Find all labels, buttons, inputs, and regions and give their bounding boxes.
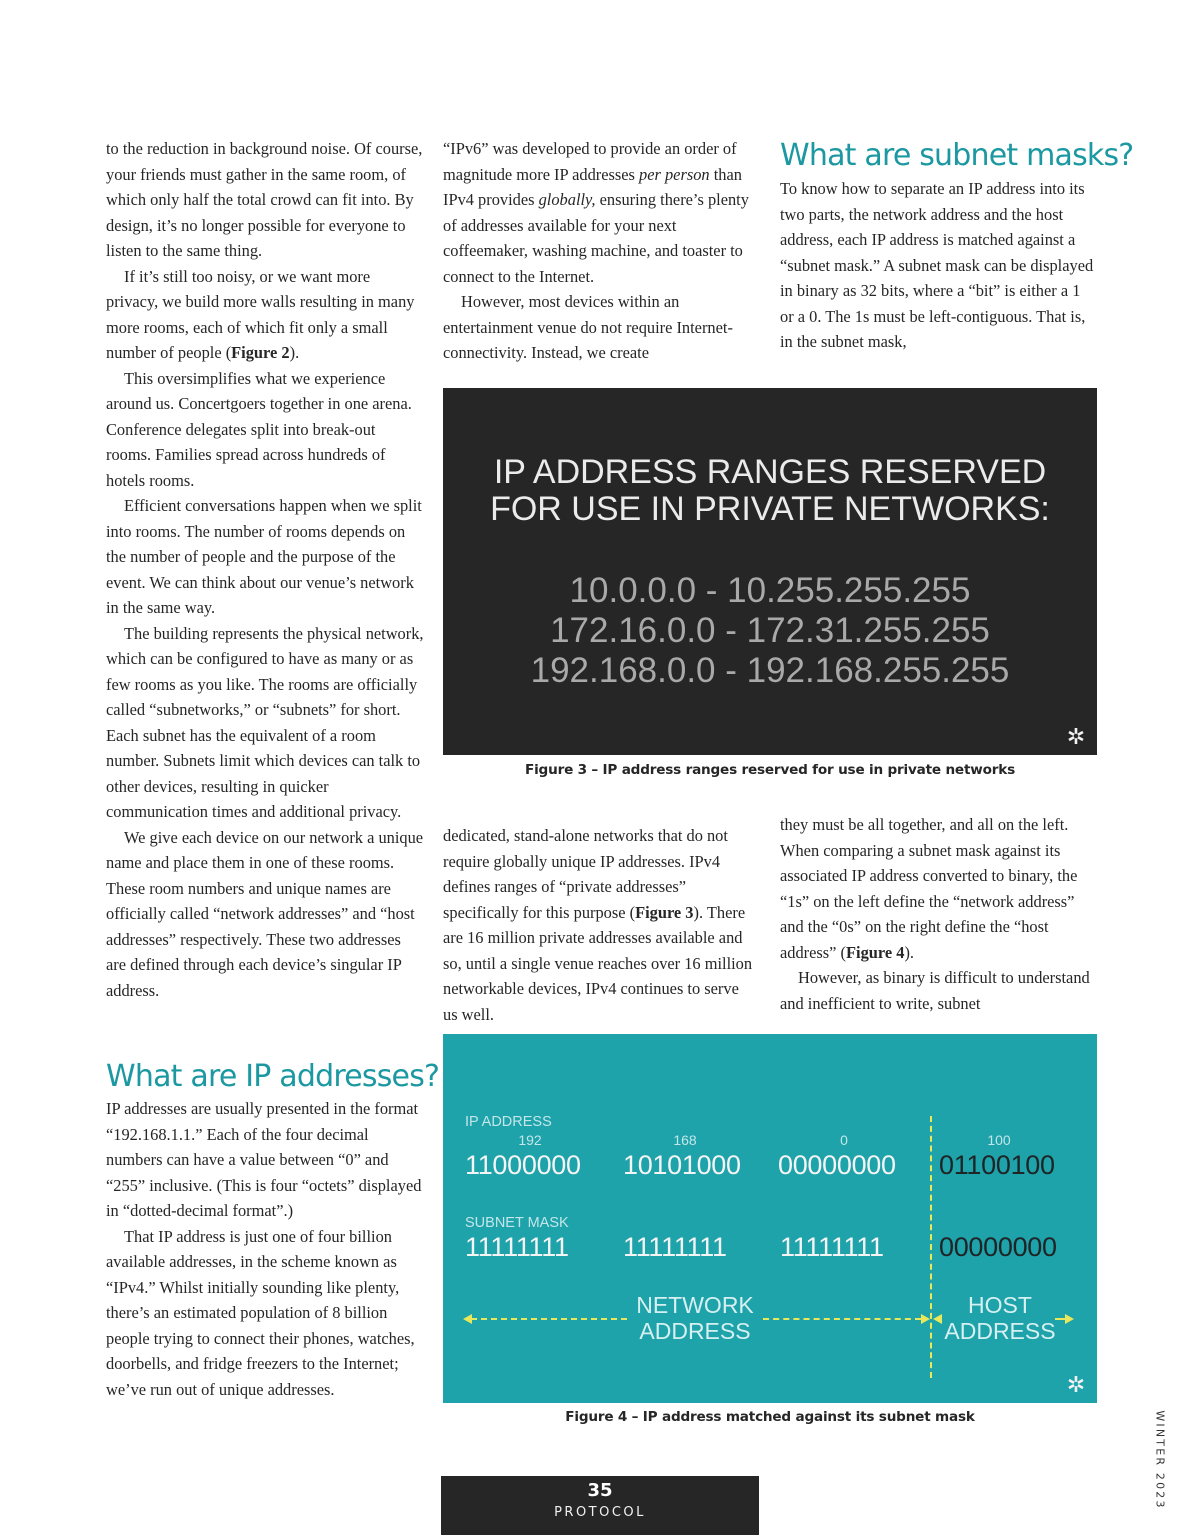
range-class-a: 10.0.0.0 - 10.255.255.255 (569, 571, 971, 610)
column-middle-bottom (443, 823, 757, 1027)
ip-octet-binary: 00000000 (778, 1150, 896, 1180)
issue-label: WINTER 2023 (1153, 1410, 1167, 1510)
range-class-b: 172.16.0.0 - 172.31.255.255 (550, 611, 990, 650)
octet-decimal: 100 (987, 1132, 1011, 1148)
heading-subnet-masks: What are subnet masks? (780, 138, 1134, 173)
arrowhead-right-icon (1065, 1314, 1074, 1324)
paragraph: That IP address is just one of four billion available addresses, in the scheme known as “IPv4.” Whilst initially sounding like plenty, there’s an estimated population of 8 billion people trying to connect their phones, watches, doorbells, and fridge freezers to the Internet; we’ve run out of unique addresses. (106, 1226, 415, 1399)
subnet-mask-label: SUBNET MASK (465, 1215, 569, 1231)
arrowhead-left-icon (933, 1314, 942, 1324)
paragraph: However, most devices within an entertainment venue do not require Internet-connectivity. Instead, we create (443, 292, 733, 362)
range-class-c: 192.168.0.0 - 192.168.255.255 (530, 651, 1010, 690)
octet-decimal: 168 (673, 1132, 697, 1148)
paragraph: We give each device on our network a unique name and place them in one of these rooms. These room numbers and unique names are officially called “network addresses” and “host addresses” respectively. These two addresses are defined through each device’s singular IP address. (106, 827, 424, 1000)
ip-octet-binary: 10101000 (623, 1150, 741, 1180)
ip-octet-binary-host: 01100100 (939, 1150, 1055, 1180)
mask-octet-binary-host: 00000000 (939, 1232, 1057, 1262)
asterisk-logo-icon: ✲ (1066, 1373, 1086, 1398)
arrowhead-right-icon (921, 1314, 930, 1324)
paragraph: However, as binary is difficult to understand and inefficient to write, subnet (780, 968, 1090, 1013)
figure-4-caption: Figure 4 – IP address matched against its subnet mask (565, 1409, 975, 1425)
column-middle-top (443, 136, 757, 366)
mask-octet-binary: 11111111 (623, 1232, 727, 1262)
publication-name: PROTOCOL (554, 1505, 646, 1520)
figure-4-subnet-mask (443, 1034, 1097, 1403)
network-host-divider (930, 1116, 932, 1378)
emphasis: globally, (538, 190, 596, 209)
heading-ip-addresses: What are IP addresses? (106, 1059, 440, 1094)
octet-decimal: 0 (840, 1132, 848, 1148)
ip-address-label: IP ADDRESS (465, 1114, 552, 1130)
paragraph: The building represents the physical network, which can be configured to have as many or as few rooms as you like. The rooms are officially called “subnetworks,” or “subnets” for short. Each subnet has the equivalent of a room number. Subnets limit which devices can talk to other devices, resulting in quicker communication times and additional privacy. (106, 623, 424, 821)
column-right-top (780, 176, 1096, 355)
figure-reference: Figure 4 (846, 942, 905, 962)
ip-octet-binary: 11000000 (465, 1150, 581, 1180)
figure-3-title: IP ADDRESS RANGES RESERVED FOR USE IN PRIVATE NETWORKS: (490, 453, 1050, 528)
column-left-bottom (106, 1096, 424, 1402)
paragraph: This oversimplifies what we experience around us. Concertgoers together in one arena. Conference delegates split into break-out rooms. Families spread across hundreds of hotels rooms. (106, 368, 412, 490)
column-right-bottom (780, 812, 1096, 1016)
column-left-top (106, 136, 424, 1003)
paragraph: dedicated, stand-alone networks that do not require globally unique IP addresses. IPv4 defines ranges of “private addresses” specifically for this purpose (Figure 3). There are 16 million private addresses available and so, until a single venue reaches over 16 million networkable devices, IPv4 continues to serve us well. (443, 826, 753, 1024)
paragraph: to the reduction in background noise. Of course, your friends must gather in the same room, of which only half the total crowd can fit into. By design, it’s no longer possible for everyone to listen to the same thing. (106, 139, 423, 260)
paragraph: Efficient conversations happen when we split into rooms. The number of rooms depends on the number of people and the purpose of the event. We can think about our venue’s network in the same way. (106, 496, 422, 617)
paragraph: they must be all together, and all on the left. When comparing a subnet mask against its associated IP address converted to binary, the “1s” on the left define the “network address” and the “0s” on the right define the “host address” (Figure 4). (780, 815, 1078, 962)
page-footer-tab (441, 1476, 759, 1535)
paragraph: To know how to separate an IP address into its two parts, the network address and the host address, each IP address is matched against a “subnet mask.” A subnet mask can be displayed in binary as 32 bits, where a “bit” is either a 1 or a 0. The 1s must be left-contiguous. That is, in the subnet mask, (780, 179, 1094, 351)
page-number: 35 (587, 1480, 613, 1501)
mask-octet-binary: 11111111 (780, 1232, 884, 1262)
arrowhead-left-icon (463, 1314, 472, 1324)
network-address-label: NETWORK ADDRESS (636, 1292, 754, 1344)
network-arrow-right (763, 1318, 921, 1320)
figure-reference: Figure 3 (635, 902, 694, 922)
host-address-label: HOST ADDRESS (944, 1292, 1056, 1344)
octet-decimal: 192 (518, 1132, 542, 1148)
figure-reference: Figure 2 (231, 343, 290, 362)
emphasis: per person (639, 164, 710, 184)
mask-octet-binary: 11111111 (465, 1232, 569, 1262)
asterisk-logo-icon: ✲ (1066, 725, 1086, 750)
figure-3-caption: Figure 3 – IP address ranges reserved for use in private networks (525, 762, 1015, 778)
figure-3-private-ranges (443, 388, 1097, 755)
paragraph: IP addresses are usually presented in the format “192.168.1.1.” Each of the four decimal numbers can have a value between “0” and “255” inclusive. (This is four “octets” displayed in “dotted-decimal format”.) (106, 1099, 422, 1220)
paragraph: If it’s still too noisy, or we want more privacy, we build more walls resulting in many more rooms, each of which fit only a small number of people (Figure 2). (106, 266, 415, 362)
paragraph: “IPv6” was developed to provide an order of magnitude more IP addresses per person than IPv4 provides globally, ensuring there’s plenty of addresses available for your next coffeemaker, washing machine, and toaster to connect to the Internet. (443, 139, 749, 286)
network-arrow-left (471, 1318, 627, 1320)
